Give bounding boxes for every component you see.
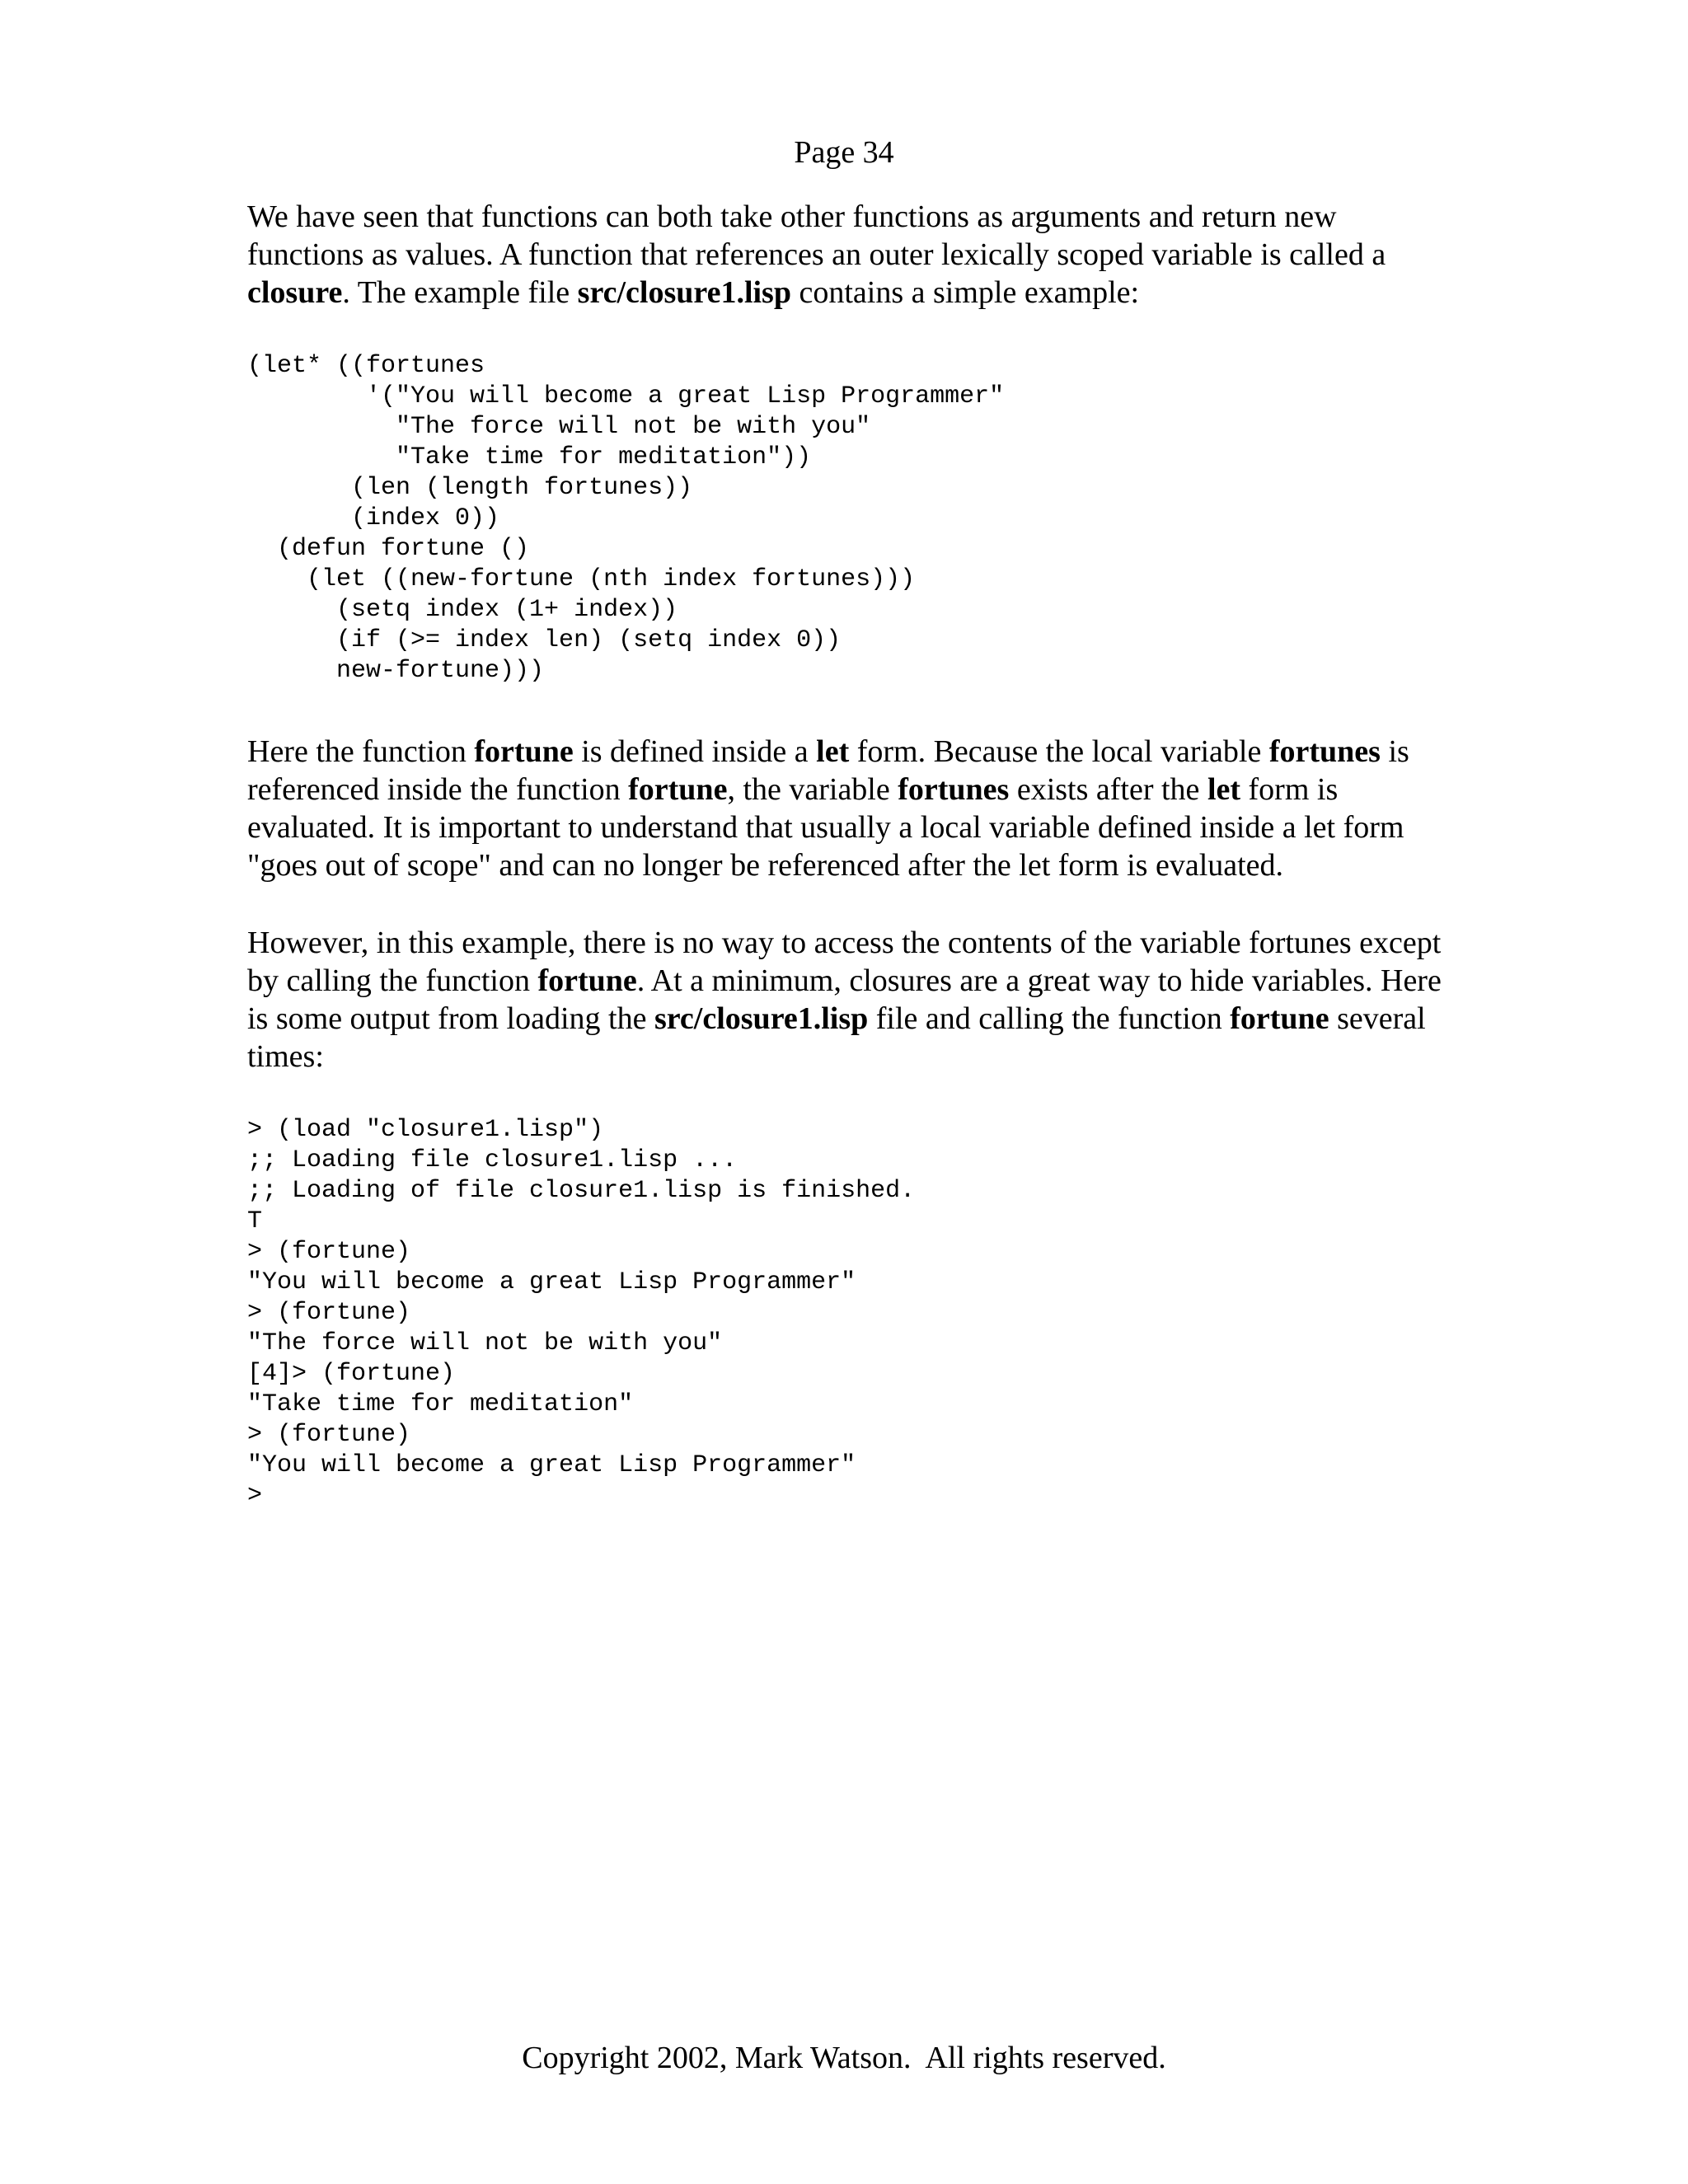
code-line: "You will become a great Lisp Programmer" [247,1451,856,1479]
text-run: . The example file [342,275,578,310]
explanation-paragraph [247,733,1442,884]
code-line: (let ((new-fortune (nth index fortunes))) [247,565,916,593]
text-run: . At a minimum, closures are a great way to hide variables. Here is some output from loading the [247,963,1442,1036]
code-line: (setq index (1+ index)) [247,596,678,624]
text-run: Here the function [247,734,475,769]
text-run: several times: [247,1001,1426,1074]
term-fortune: fortune [474,734,574,769]
code-line: (let* ((fortunes [247,352,485,380]
text-run: is referenced inside the function [247,734,1409,807]
code-line: > (fortune) [247,1238,411,1266]
copyright-footer: Copyright 2002, Mark Watson. All rights reserved. [522,2041,1166,2075]
text-run: form is evaluated. It is important to understand that usually a local variable defined inside a let form "goes out of scope" and can no longer be referenced after the let form is evaluated. [247,772,1404,883]
text-run: However, in this example, there is no way to access the contents of the variable fortunes except by calling the function [247,926,1442,998]
code-line: > (fortune) [247,1421,411,1449]
code-line: > (load "closure1.lisp") [247,1116,604,1144]
term-fortune: fortune [628,772,728,807]
term-fortunes: fortunes [898,772,1010,807]
text-run: , the variable [727,772,898,807]
filename-closure1: src/closure1.lisp [577,275,791,310]
code-listing-closure [247,351,1442,687]
code-line: (if (>= index len) (setq index 0)) [247,626,842,654]
term-fortune: fortune [1230,1001,1329,1036]
code-line: [4]> (fortune) [247,1360,456,1388]
code-line: > [247,1482,263,1510]
code-line: T [247,1207,263,1235]
code-line: "Take time for meditation")) [247,443,812,471]
code-line: ;; Loading of file closure1.lisp is finished. [247,1177,916,1205]
output-intro-paragraph [247,924,1442,1076]
text-run: We have seen that functions can both take other functions as arguments and return new functions as values. A function that references an outer lexically scoped variable is called a [247,199,1386,272]
text-run: form. Because the local variable [849,734,1269,769]
term-closure: closure [247,275,343,310]
code-line: ;; Loading file closure1.lisp ... [247,1146,738,1174]
text-run: is defined inside a [573,734,817,769]
text-run: contains a simple example: [790,275,1140,310]
repl-output-listing [247,1115,1442,1511]
term-fortunes: fortunes [1268,734,1381,769]
page-number: Page 34 [794,135,894,170]
intro-paragraph [247,198,1442,312]
code-line: "The force will not be with you" [247,1329,723,1357]
code-line: "The force will not be with you" [247,413,871,441]
term-let: let [1207,772,1241,807]
code-line: new-fortune))) [247,657,545,685]
code-line: "Take time for meditation" [247,1390,634,1418]
text-run: exists after the [1009,772,1207,807]
code-line: (len (length fortunes)) [247,474,693,502]
code-line: > (fortune) [247,1299,411,1327]
term-fortune: fortune [537,963,637,998]
page-body [247,198,1442,1511]
filename-closure1: src/closure1.lisp [654,1001,869,1036]
term-let: let [816,734,850,769]
code-line: "You will become a great Lisp Programmer" [247,1268,856,1296]
code-line: (index 0)) [247,504,500,532]
code-line: (defun fortune () [247,535,530,563]
code-line: '("You will become a great Lisp Programmer" [247,382,1005,410]
text-run: file and calling the function [868,1001,1231,1036]
